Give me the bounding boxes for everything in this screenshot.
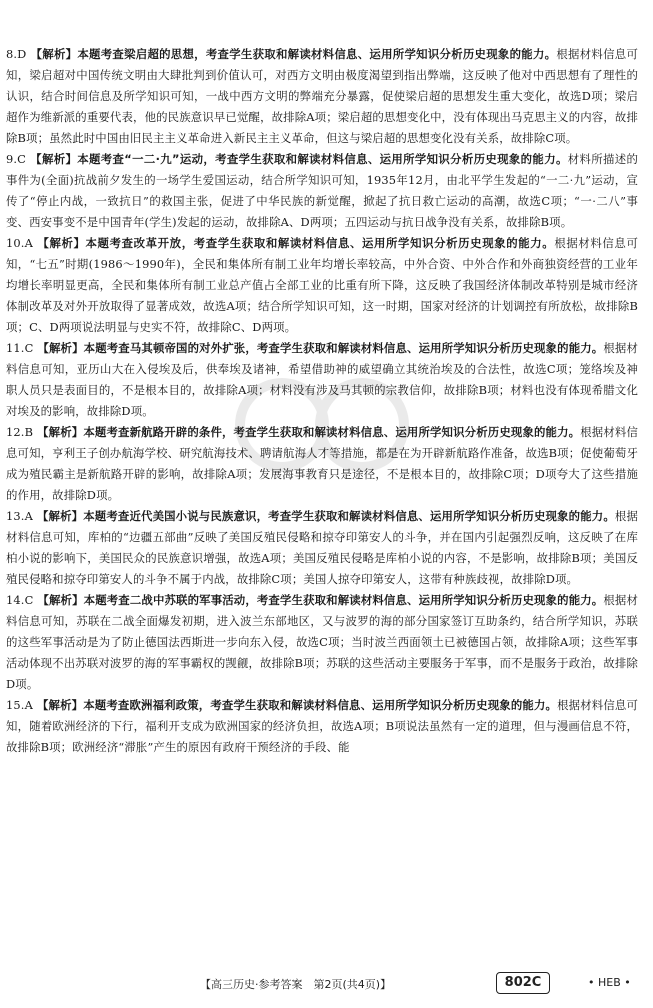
analysis-body: 根据材料信息可知，亨利王子创办航海学校、研究航海技术、聘请航海人才等措施，都是在为开辟新航路作准备，故选B项；促使葡萄牙成为殖民霸主是新航路开辟的影响，故排除A项；发展海事教育只是途径，不是根本目的，故排除C项；D项夸大了这些措施的作用，故排除D项。 xyxy=(6,425,638,502)
analysis-heading: 【解析】本题考查欧洲福利政策，考查学生获取和解读材料信息、运用所学知识分析历史现象的能力。 xyxy=(36,698,558,712)
question-number: 12. xyxy=(6,425,25,439)
analysis-body: 根据材料信息可知，亚历山大在入侵埃及后，供奉埃及诸神，希望借助神的威望确立其统治埃及的合法性，故选C项；笼络埃及神职人员只是表面目的，不是根本目的，故排除A项；材料没有涉及马其顿的宗教信仰，故排除B项；材料也没有体现希腊文化对埃及的影响，故排除D项。 xyxy=(6,341,638,418)
answer-letter: A xyxy=(24,236,33,250)
analysis-heading: 【解析】本题考查马其顿帝国的对外扩张，考查学生获取和解读材料信息、运用所学知识分析历史现象的能力。 xyxy=(37,341,604,355)
question-number: 15. xyxy=(6,698,25,712)
question-number: 8. xyxy=(6,47,18,61)
analysis-body: 根据材料信息可知，随着欧洲经济的下行，福利开支成为欧洲国家的经济负担，故选A项；B项说法虽然有一定的道理，但与漫画信息不符，故排除B项；欧洲经济“滞胀”产生的原因有政府干预经济的手段、能 xyxy=(6,698,638,754)
answer-item xyxy=(6,338,638,422)
analysis-body: 材料所描述的事件为(全面)抗战前夕发生的一场学生爱国运动，结合所学知识可知，1935年12月，由北平学生发起的“一二·九”运动，宣传了“停止内战，一致抗日”的救国主张，促进了中华民族的新觉醒，掀起了抗日救亡运动的高潮，故选C项；“一·二八”事变、西安事变不是中国青年(学生)发起的运动，故排除A、D两项；五四运动与抗日战争没有关系，故排除B项。 xyxy=(6,152,638,229)
answer-item xyxy=(6,422,638,506)
question-number: 9. xyxy=(6,152,18,166)
footer-publisher: • HEB • xyxy=(588,976,631,989)
answer-letter: D xyxy=(17,47,27,61)
answer-letter: A xyxy=(24,698,33,712)
answer-letter: C xyxy=(17,152,27,166)
answer-item xyxy=(6,233,638,338)
answer-letter: A xyxy=(24,509,33,523)
answer-item xyxy=(6,149,638,233)
footer-page-info: 【高三历史·参考答案 第2页(共4页)】 xyxy=(200,978,392,991)
analysis-heading: 【解析】本题考查近代美国小说与民族意识，考查学生获取和解读材料信息、运用所学知识分析历史现象的能力。 xyxy=(36,509,615,523)
analysis-body: 根据材料信息可知，梁启超对中国传统文明由大肆批判到价值认可，对西方文明由极度渴望到指出弊端，这反映了他对中西思想有了理性的认识，结合时间信息及所学知识可知，一战中西方文明的弊端充分暴露，促使梁启超的思想发生重大变化，故选D项；梁启超作为维新派的重要代表，他的民族意识早已觉醒，故排除A项；梁启超的思想变化中，没有体现出马克思主义的内容，故排除B项；虽然此时中国由旧民主主义革命进入新民主主义革命，但这与梁启超的思想变化没有关系，故排除C项。 xyxy=(6,47,638,145)
answer-item xyxy=(6,506,638,590)
question-number: 13. xyxy=(6,509,25,523)
question-number: 10. xyxy=(6,236,25,250)
analysis-body: 根据材料信息可知，苏联在二战全面爆发初期，进入波兰东部地区，又与波罗的海的部分国家签订互助条约，结合所学知识，苏联的这些军事活动是为了防止德国法西斯进一步向东入侵，故选C项；当时波兰西面领土已被德国占领，故排除A项；这些军事活动体现不出苏联对波罗的海的军事霸权的觊觎，故排除B项；苏联的这些活动主要服务于军事，而不是服务于政治，故排除D项。 xyxy=(6,593,638,691)
analysis-body: 根据材料信息可知，“七五”时期(1986～1990年)，全民和集体所有制工业年均增长率较高，中外合资、中外合作和外商独资经营的工业年均增长率明显更高，全民和集体所有制工业总产值占全部工业的比重有所下降，这反映了我国经济体制改革特别是城市经济体制改革及对外开放取得了显著成效，故选A项；结合所学知识可知，这一时期，国家对经济的计划调控有所放松，故排除B项；C、D两项说法明显与史实不符，故排除C、D两项。 xyxy=(6,236,638,334)
answer-item xyxy=(6,590,638,695)
page-footer xyxy=(0,972,653,998)
answer-item xyxy=(6,44,638,149)
answer-content xyxy=(6,44,638,758)
analysis-heading: 【解析】本题考查新航路开辟的条件，考查学生获取和解读材料信息、运用所学知识分析历史现象的能力。 xyxy=(37,425,581,439)
answer-letter: C xyxy=(24,341,34,355)
analysis-heading: 【解析】本题考查梁启超的思想，考查学生获取和解读材料信息、运用所学知识分析历史现象的能力。 xyxy=(30,47,557,61)
question-number: 11. xyxy=(6,341,25,355)
answer-letter: B xyxy=(24,425,34,439)
answer-item xyxy=(6,695,638,758)
analysis-heading: 【解析】本题考查二战中苏联的军事活动，考查学生获取和解读材料信息、运用所学知识分析历史现象的能力。 xyxy=(37,593,604,607)
analysis-heading: 【解析】本题考查改革开放，考查学生获取和解读材料信息、运用所学知识分析历史现象的能力。 xyxy=(36,236,555,250)
footer-code-badge: 802C xyxy=(496,972,550,994)
question-number: 14. xyxy=(6,593,25,607)
analysis-body: 根据材料信息可知，库柏的“边疆五部曲”反映了美国反殖民侵略和掠夺印第安人的斗争，并在国内引起强烈反响，这反映了在库柏小说的影响下，美国民众的民族意识增强，故选A项；美国反殖民侵略是库柏小说的内容，不是影响，故排除B项；美国反殖民侵略和掠夺印第安人的斗争不属于内战，故排除C项；美国人掠夺印第安人，这带有种族歧视，故排除D项。 xyxy=(6,509,638,586)
answer-letter: C xyxy=(24,593,34,607)
analysis-heading: 【解析】本题考查“一二·九”运动，考查学生获取和解读材料信息、运用所学知识分析历史现象的能力。 xyxy=(30,152,568,166)
